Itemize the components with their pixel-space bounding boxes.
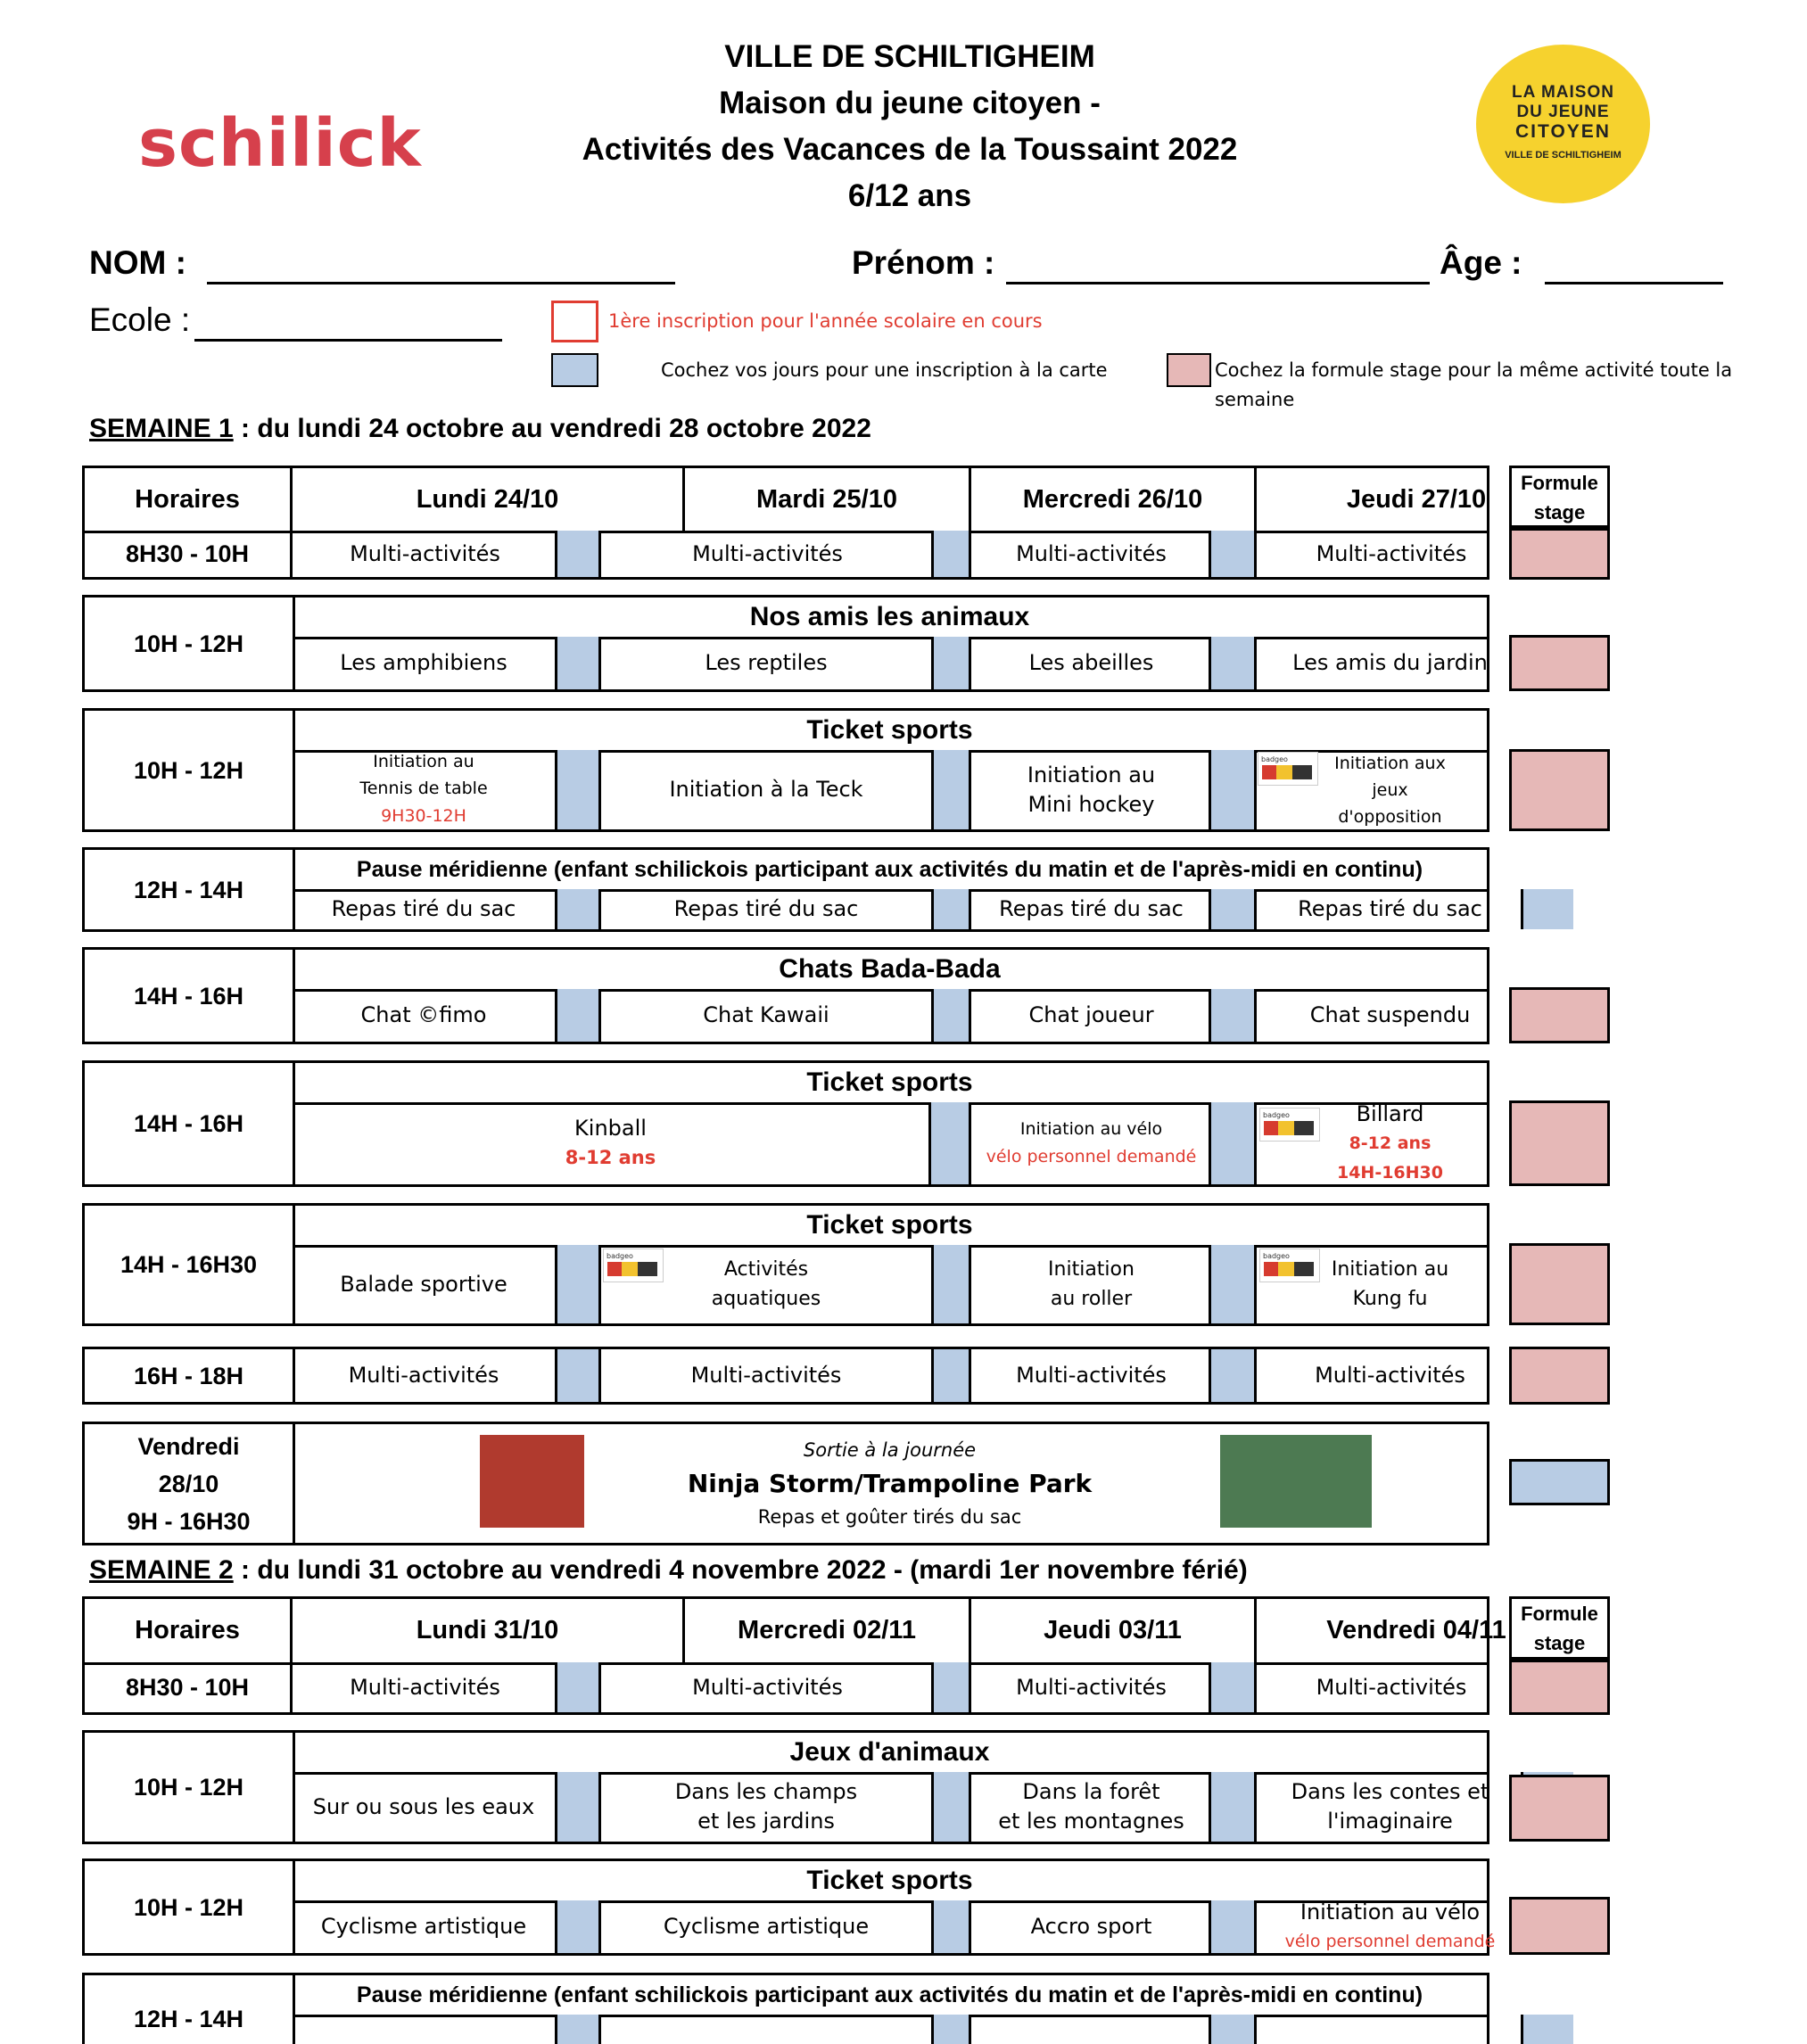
time-slot: 8H30 - 10H	[85, 1662, 293, 1712]
activity-text: au roller	[1050, 1288, 1133, 1310]
time-slot: 14H - 16H	[85, 1063, 295, 1184]
week1-title	[89, 414, 871, 444]
activity-cell: Cyclisme artistique	[320, 1914, 527, 1939]
activity-cell: Sur ou sous les eaux	[312, 1793, 535, 1819]
activity-note: vélo personnel demandé	[986, 1146, 1197, 1166]
title-line-4: 6/12 ans	[847, 178, 972, 213]
activity-cell: Multi-activités	[1254, 531, 1526, 577]
friday-label: Vendredi	[137, 1432, 240, 1460]
activity-text: et les montagnes	[998, 1809, 1184, 1834]
svg-text:badgeo: badgeo	[1263, 1111, 1290, 1119]
activity-note: vélo personnel demandé	[1284, 1931, 1496, 1951]
activity-text: Initiation au vélo	[1019, 1118, 1163, 1139]
day-checkbox[interactable]	[931, 1245, 969, 1323]
outing-note: Repas et goûter tirés du sac	[757, 1505, 1022, 1528]
activity-cell: Repas tiré du sac	[969, 889, 1211, 929]
activity-theme: Jeux d'animaux	[293, 1733, 1487, 1775]
friday-date: 28/10	[158, 1470, 219, 1497]
activity-text: jeux	[1372, 779, 1408, 800]
week1-header-block	[82, 466, 1489, 580]
title-line-1: VILLE DE SCHILTIGHEIM	[724, 39, 1095, 74]
week1-chats-block	[82, 947, 1489, 1044]
day-checkbox[interactable]	[931, 1900, 969, 1953]
activity-cell: Chat suspendu	[1254, 989, 1523, 1042]
week1-lunch-block	[82, 847, 1489, 932]
lunch-break-note: Pause méridienne (enfant schilickois participant aux activités du matin et de l'après-midi en continu)	[293, 1975, 1487, 2017]
legend-carte: Cochez vos jours pour une inscription à la carte	[661, 359, 1108, 381]
activity-cell	[969, 1772, 1211, 1842]
week2-dates: : du lundi 31 octobre au vendredi 4 novembre 2022 - (mardi 1er novembre férié)	[233, 1555, 1248, 1585]
time-slot: 16H - 18H	[85, 1349, 295, 1402]
day-checkbox[interactable]	[931, 1772, 969, 1842]
badgeo-logo	[1259, 1249, 1320, 1282]
document-title	[499, 34, 1320, 219]
day-checkbox[interactable]	[555, 989, 598, 1042]
svg-text:badgeo: badgeo	[1263, 1252, 1290, 1260]
day-checkbox[interactable]	[1209, 989, 1254, 1042]
activity-text: Tennis de table	[359, 779, 488, 798]
legend-pink-box	[1167, 353, 1211, 387]
week1-evening-block	[82, 1347, 1489, 1405]
day-checkbox[interactable]	[555, 1245, 598, 1323]
activity-cell: Repas tiré du sac	[1254, 889, 1523, 929]
activity-theme: Ticket sports	[293, 1861, 1487, 1903]
week2-lunch-block	[82, 1973, 1489, 2044]
week1-ticket-sports-morning	[82, 708, 1489, 832]
legend-blue-box	[551, 353, 598, 387]
week1-ticket-sports-afternoon	[82, 1060, 1489, 1187]
first-registration-checkbox[interactable]	[551, 301, 598, 342]
activity-text: Initiation au	[1331, 1258, 1449, 1281]
activity-age-note: 8-12 ans	[1349, 1133, 1432, 1153]
activity-cell	[598, 1772, 931, 1842]
activity-cell: Multi-activités	[350, 1674, 500, 1700]
day-checkbox[interactable]	[1209, 1349, 1254, 1402]
time-slot: 14H - 16H30	[85, 1206, 295, 1323]
activity-theme: Ticket sports	[293, 1206, 1487, 1248]
age-label: Âge :	[1440, 244, 1522, 281]
stage-checkbox[interactable]	[1509, 1100, 1610, 1186]
activity-text: Dans les champs	[674, 1779, 858, 1804]
age-field[interactable]	[1545, 282, 1723, 284]
activity-text: Initiation au	[373, 752, 474, 771]
activity-cell	[969, 750, 1211, 829]
activity-cell: Multi-activités	[350, 540, 500, 566]
activity-cell: Chat ©fimo	[360, 1002, 487, 1027]
activity-text: l'imaginaire	[1327, 1809, 1453, 1834]
time-slot: 12H - 14H	[85, 1975, 295, 2044]
day-checkbox[interactable]	[1209, 1102, 1254, 1184]
prenom-label: Prénom :	[852, 244, 995, 281]
formule-stage-header: Formule stage	[1509, 1596, 1610, 1660]
day-header: Mercredi 02/11	[682, 1599, 969, 1662]
day-checkbox[interactable]	[1209, 1662, 1254, 1712]
day-checkbox[interactable]	[928, 1102, 969, 1184]
activity-cell: Multi-activités	[969, 1349, 1211, 1402]
day-checkbox[interactable]	[555, 1662, 598, 1712]
time-slot: 10H - 12H	[85, 598, 295, 689]
week2-title	[89, 1555, 1248, 1586]
activity-cell: Les amis du jardin	[1254, 637, 1523, 689]
stage-checkbox[interactable]	[1509, 635, 1610, 691]
activity-cell: Cyclisme artistique	[598, 1900, 931, 1953]
day-checkbox[interactable]	[1209, 637, 1254, 689]
activity-cell: Les reptiles	[598, 637, 931, 689]
day-header: Jeudi 03/11	[969, 1599, 1254, 1662]
day-header: Lundi 31/10	[416, 1616, 559, 1644]
friday-hours: 9H - 16H30	[127, 1507, 251, 1535]
activity-text: Initiation au vélo	[1300, 1899, 1481, 1924]
day-checkbox[interactable]	[555, 637, 598, 689]
stage-checkbox[interactable]	[1509, 1459, 1610, 1505]
activity-cell: Accro sport	[969, 1900, 1211, 1953]
outing-type: Sortie à la journée	[803, 1438, 977, 1461]
activity-text: d'opposition	[1338, 806, 1442, 827]
badgeo-logo	[603, 1249, 664, 1282]
day-checkbox[interactable]	[555, 750, 598, 829]
title-line-2: Maison du jeune citoyen -	[719, 86, 1101, 120]
activity-time-note: 14H-16H30	[1336, 1162, 1443, 1183]
nom-field[interactable]	[207, 282, 675, 284]
activity-cell: Multi-activités	[348, 1363, 499, 1388]
activity-cell	[969, 1102, 1211, 1184]
week2-animals-block	[82, 1730, 1489, 1844]
stage-checkbox[interactable]	[1509, 749, 1610, 831]
stage-checkbox[interactable]	[1509, 1660, 1610, 1715]
day-checkbox[interactable]	[931, 531, 969, 577]
horaires-header: Horaires	[85, 468, 293, 531]
seal-line-3: CITOYEN	[1515, 121, 1611, 142]
stage-checkbox[interactable]	[1509, 1897, 1610, 1955]
activity-text: aquatiques	[711, 1288, 821, 1310]
day-checkbox[interactable]	[1209, 889, 1254, 929]
activity-text: Initiation	[1048, 1258, 1135, 1281]
day-checkbox[interactable]	[555, 889, 598, 929]
activity-age-note: 8-12 ans	[565, 1147, 656, 1168]
week1-label: SEMAINE 1	[89, 414, 234, 443]
activity-cell: Multi-activités	[598, 1662, 934, 1712]
activity-theme: Nos amis les animaux	[293, 598, 1487, 639]
day-checkbox[interactable]	[555, 1349, 598, 1402]
stage-checkbox[interactable]	[1509, 1775, 1610, 1842]
week2-ticket-sports-morning	[82, 1859, 1496, 1956]
time-slot: 8H30 - 10H	[85, 531, 293, 577]
formule-stage-header: Formule stage	[1509, 466, 1610, 528]
day-checkbox[interactable]	[931, 889, 969, 929]
seal-line-2: DU JEUNE	[1516, 103, 1610, 121]
activity-text: Mini hockey	[1027, 791, 1155, 817]
seal-line-4: VILLE DE SCHILTIGHEIM	[1505, 150, 1621, 161]
activity-text: Kung fu	[1352, 1288, 1428, 1310]
horaires-header: Horaires	[85, 1599, 293, 1662]
week2-header-block	[82, 1596, 1506, 1715]
activity-cell: Balade sportive	[340, 1271, 507, 1297]
day-checkbox[interactable]	[1521, 889, 1573, 929]
time-slot	[85, 1424, 295, 1543]
time-slot: 14H - 16H	[85, 950, 295, 1042]
day-checkbox[interactable]	[1209, 750, 1254, 829]
activity-cell: Multi-activités	[969, 531, 1211, 577]
legend-stage: Cochez la formule stage pour la même activité toute la semaine	[1215, 359, 1733, 410]
maison-jeune-citoyen-logo	[1476, 45, 1650, 203]
trampoline-photo	[1220, 1435, 1372, 1528]
svg-text:badgeo: badgeo	[606, 1252, 633, 1260]
activity-cell: Repas tiré du sac	[598, 889, 931, 929]
title-line-3: Activités des Vacances de la Toussaint 2022	[582, 132, 1238, 167]
day-checkbox[interactable]	[555, 1772, 598, 1842]
activity-text: Initiation aux	[1334, 753, 1446, 773]
day-checkbox[interactable]	[931, 1662, 969, 1712]
week1-animals-block	[82, 595, 1489, 692]
time-slot: 10H - 12H	[85, 1733, 295, 1842]
day-header: Lundi 24/10	[416, 484, 559, 514]
week1-dates: : du lundi 24 octobre au vendredi 28 octobre 2022	[233, 414, 871, 443]
stage-checkbox[interactable]	[1509, 1243, 1610, 1325]
stage-checkbox[interactable]	[1509, 528, 1610, 580]
ecole-field[interactable]	[194, 339, 502, 342]
ecole-label: Ecole :	[89, 301, 191, 338]
day-header: Vendredi 04/11	[1254, 1599, 1576, 1662]
activity-cell	[1254, 1772, 1523, 1842]
stage-checkbox[interactable]	[1509, 1347, 1610, 1405]
activity-cell: Multi-activités	[1254, 1349, 1523, 1402]
badgeo-logo	[1258, 752, 1318, 786]
activity-text: Kinball	[574, 1116, 647, 1141]
day-checkbox[interactable]	[1209, 1900, 1254, 1953]
activity-text: Activités	[723, 1258, 809, 1281]
activity-cell: Repas tiré du sac	[331, 896, 516, 921]
activity-cell	[293, 750, 555, 829]
activity-cell: Initiation à la Teck	[598, 750, 931, 829]
activity-cell: Multi-activités	[969, 1662, 1211, 1712]
prenom-field[interactable]	[1006, 282, 1430, 284]
day-checkbox[interactable]	[1209, 1245, 1254, 1323]
activity-cell	[969, 1245, 1211, 1323]
activity-cell: Multi-activités	[598, 1349, 931, 1402]
activity-text: Dans les contes et	[1291, 1779, 1489, 1804]
day-header: Mercredi 26/10	[969, 468, 1254, 531]
activity-text: Billard	[1356, 1100, 1424, 1126]
activity-time-note: 9H30-12H	[381, 806, 466, 826]
activity-cell: Chat Kawaii	[598, 989, 931, 1042]
day-checkbox[interactable]	[931, 637, 969, 689]
lunch-break-note: Pause méridienne (enfant schilickois participant aux activités du matin et de l'après-midi en continu)	[293, 850, 1487, 892]
seal-line-1: LA MAISON	[1512, 83, 1614, 102]
activity-cell: Les amphibiens	[340, 650, 507, 675]
activity-cell: Multi-activités	[1254, 1662, 1526, 1712]
activity-text: Initiation au	[1027, 762, 1156, 787]
svg-text:badgeo: badgeo	[1261, 755, 1288, 763]
time-slot: 12H - 14H	[85, 850, 295, 929]
day-checkbox[interactable]	[555, 531, 598, 577]
legend-first-registration: 1ère inscription pour l'année scolaire en cours	[608, 310, 1043, 332]
activity-text: et les jardins	[697, 1809, 835, 1834]
activity-cell: Les abeilles	[969, 637, 1211, 689]
activity-cell: Chat joueur	[969, 989, 1211, 1042]
day-header: Jeudi 27/10	[1254, 468, 1576, 531]
day-checkbox[interactable]	[1209, 531, 1254, 577]
day-checkbox[interactable]	[1209, 1772, 1254, 1842]
day-checkbox[interactable]	[931, 1349, 969, 1402]
day-checkbox[interactable]	[931, 989, 969, 1042]
activity-cell: Multi-activités	[598, 531, 934, 577]
week1-ticket-sports-long	[82, 1203, 1489, 1326]
week2-label: SEMAINE 2	[89, 1555, 234, 1585]
time-slot: 10H - 12H	[85, 711, 295, 829]
activity-theme: Chats Bada-Bada	[293, 950, 1487, 992]
stage-checkbox[interactable]	[1509, 987, 1610, 1043]
activity-text: Dans la forêt	[1022, 1779, 1160, 1804]
day-checkbox[interactable]	[931, 750, 969, 829]
day-checkbox[interactable]	[555, 1900, 598, 1953]
activity-theme: Ticket sports	[293, 1063, 1487, 1105]
activity-cell	[1254, 1900, 1523, 1953]
badgeo-logo	[1259, 1108, 1320, 1142]
nom-label: NOM :	[89, 244, 186, 281]
week1-friday-outing	[82, 1422, 1489, 1545]
schilick-logo: schilick	[138, 105, 422, 182]
activity-theme: Ticket sports	[293, 711, 1487, 753]
activity-cell	[293, 1102, 928, 1184]
day-header: Mardi 25/10	[682, 468, 969, 531]
time-slot: 10H - 12H	[85, 1861, 295, 1953]
outing-title: Ninja Storm/Trampoline Park	[687, 1468, 1093, 1498]
